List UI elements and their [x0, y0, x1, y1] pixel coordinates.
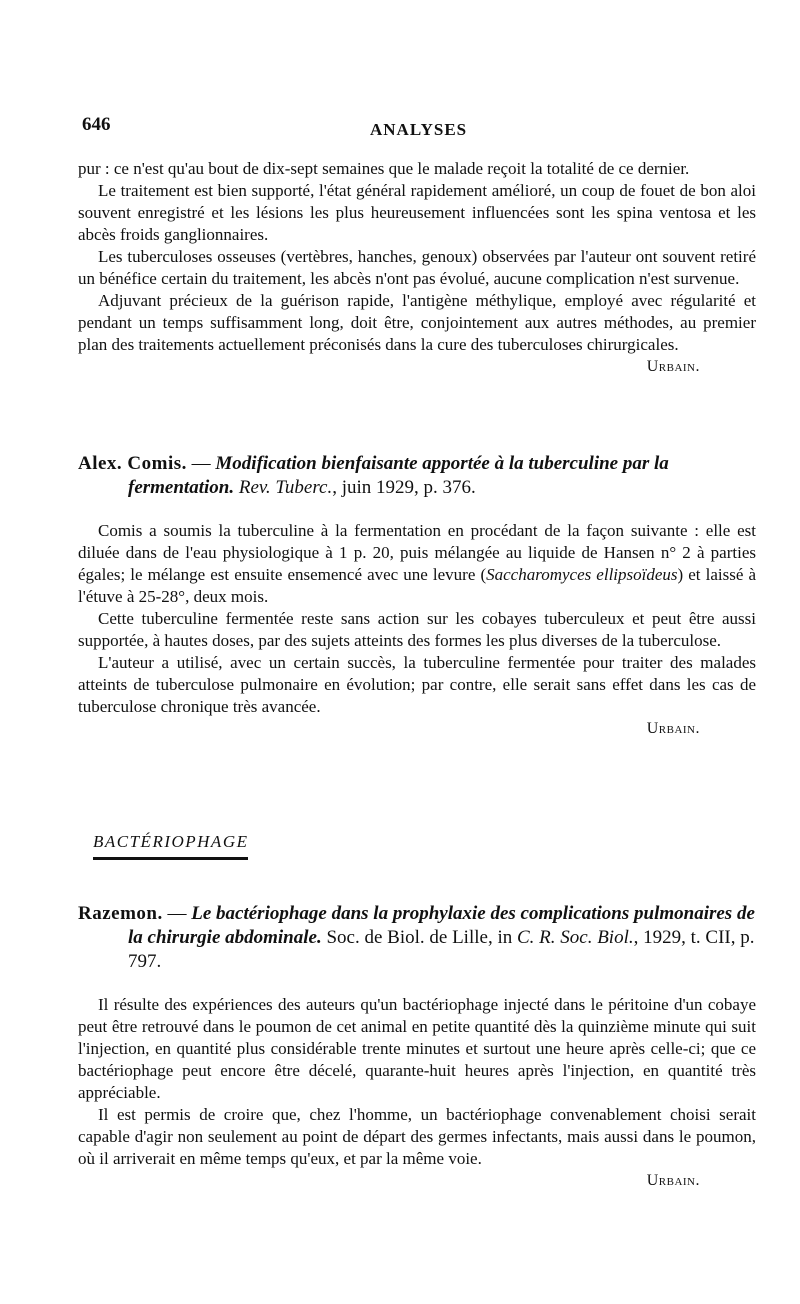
entry-title: Modification bienfaisante apportée à la tuberculine: [215, 453, 619, 474]
entry-dash: —: [162, 903, 192, 924]
paragraph: Le traitement est bien supporté, l'état général rapidement amélioré, un coup de fouet de bon aloi souvent enregistré et les lésions les plus heureusement influencées sont les spina ventosa et les abcès froids ganglionnaires.: [78, 181, 756, 244]
entry-dash: —: [186, 453, 216, 474]
running-head: ANALYSES: [370, 120, 468, 139]
entry-title: Le bactériophage dans la prophylaxie des complications pulmonaires de la chirurgie abdominale.: [128, 903, 755, 948]
entry-heading: [78, 902, 756, 974]
paragraph: pur : ce n'est qu'au bout de dix-sept semaines que le malade reçoit la totalité de ce dernier.: [78, 159, 690, 178]
entry-title-continued: par la fermentation.: [128, 453, 669, 498]
signature: Urbain.: [646, 1172, 700, 1189]
signature: Urbain.: [646, 358, 700, 375]
entry-journal: C. R. Soc. Biol.: [516, 927, 634, 948]
entry-reference: , juin 1929, p. 376.: [332, 477, 476, 498]
paragraph: Il est permis de croire que, chez l'homme, un bactériophage convenablement choisi serait capable d'agir non seulement au point de départ des germes infectants, mais aussi dans le poumon, où il arriverait en même temps qu'eux, et par la même voie.: [78, 1105, 756, 1168]
paragraph: Les tuberculoses osseuses (vertèbres, hanches, genoux) observées par l'auteur ont souvent retiré un bénéfice certain du traitement, les abcès n'ont pas évolué, aucune complication n'est survenue.: [78, 247, 756, 288]
paragraph: Il résulte des expériences des auteurs qu'un bactériophage injecté dans le péritoine d'un cobaye peut être retrouvé dans le poumon de cet animal en petite quantité dès la quinzième minute qui suit l'injection, en quantité plus considérable trente minutes et surtout une heure après celle-ci; que ce bactériophage peut encore être décelé, quarante-huit heures après l'injection, en quantité très appréciable.: [78, 995, 756, 1102]
paragraph: Comis a soumis la tuberculine à la fermentation en procédant de la façon suivante : elle est diluée dans de l'eau physiologique à 1 p. 20, puis mélangée au liquide de Hansen n° 2 à parties égales; le mélange est ensuite ensemencé avec une levure (Saccharomyces ellipsoïdeus) et laissé à l'étuve à 25-28°, deux mois.: [78, 521, 756, 606]
paragraph: L'auteur a utilisé, avec un certain succès, la tuberculine fermentée pour traiter des malades atteints de tuberculose pulmonaire en évolution; par contre, elle serait sans effet dans les cas de tuberculose chronique très avancée.: [78, 653, 756, 716]
section-heading: BACTÉRIOPHAGE: [93, 832, 248, 860]
entry-journal: Rev. Tuberc.: [238, 477, 333, 498]
entry-heading: [78, 452, 756, 500]
paragraph: Adjuvant précieux de la guérison rapide, l'antigène méthylique, employé avec régularité et pendant un temps suffisamment long, doit être, conjointement aux autres méthodes, au premier plan des traitements actuellement préconisés dans la cure des tuberculoses chirurgicales.: [78, 291, 756, 354]
signature: Urbain.: [646, 720, 700, 737]
entry-reference: , 1929, t. CII, p. 797.: [128, 927, 755, 972]
paragraph: Cette tuberculine fermentée reste sans action sur les cobayes tuberculeux et peut être aussi supportée, à hautes doses, par des sujets atteints des formes les plus diverses de la tuberculose.: [78, 609, 756, 650]
review-entry-razemon: [78, 902, 756, 1190]
page-number: 646: [82, 114, 111, 135]
review-entry-comis: [78, 452, 756, 738]
review-continuation: [78, 158, 756, 376]
page-header: [0, 114, 800, 144]
entry-author: Razemon.: [78, 903, 163, 924]
entry-source: Soc. de Biol. de Lille, in: [321, 927, 517, 948]
entry-author: Alex. Comis.: [78, 453, 187, 474]
